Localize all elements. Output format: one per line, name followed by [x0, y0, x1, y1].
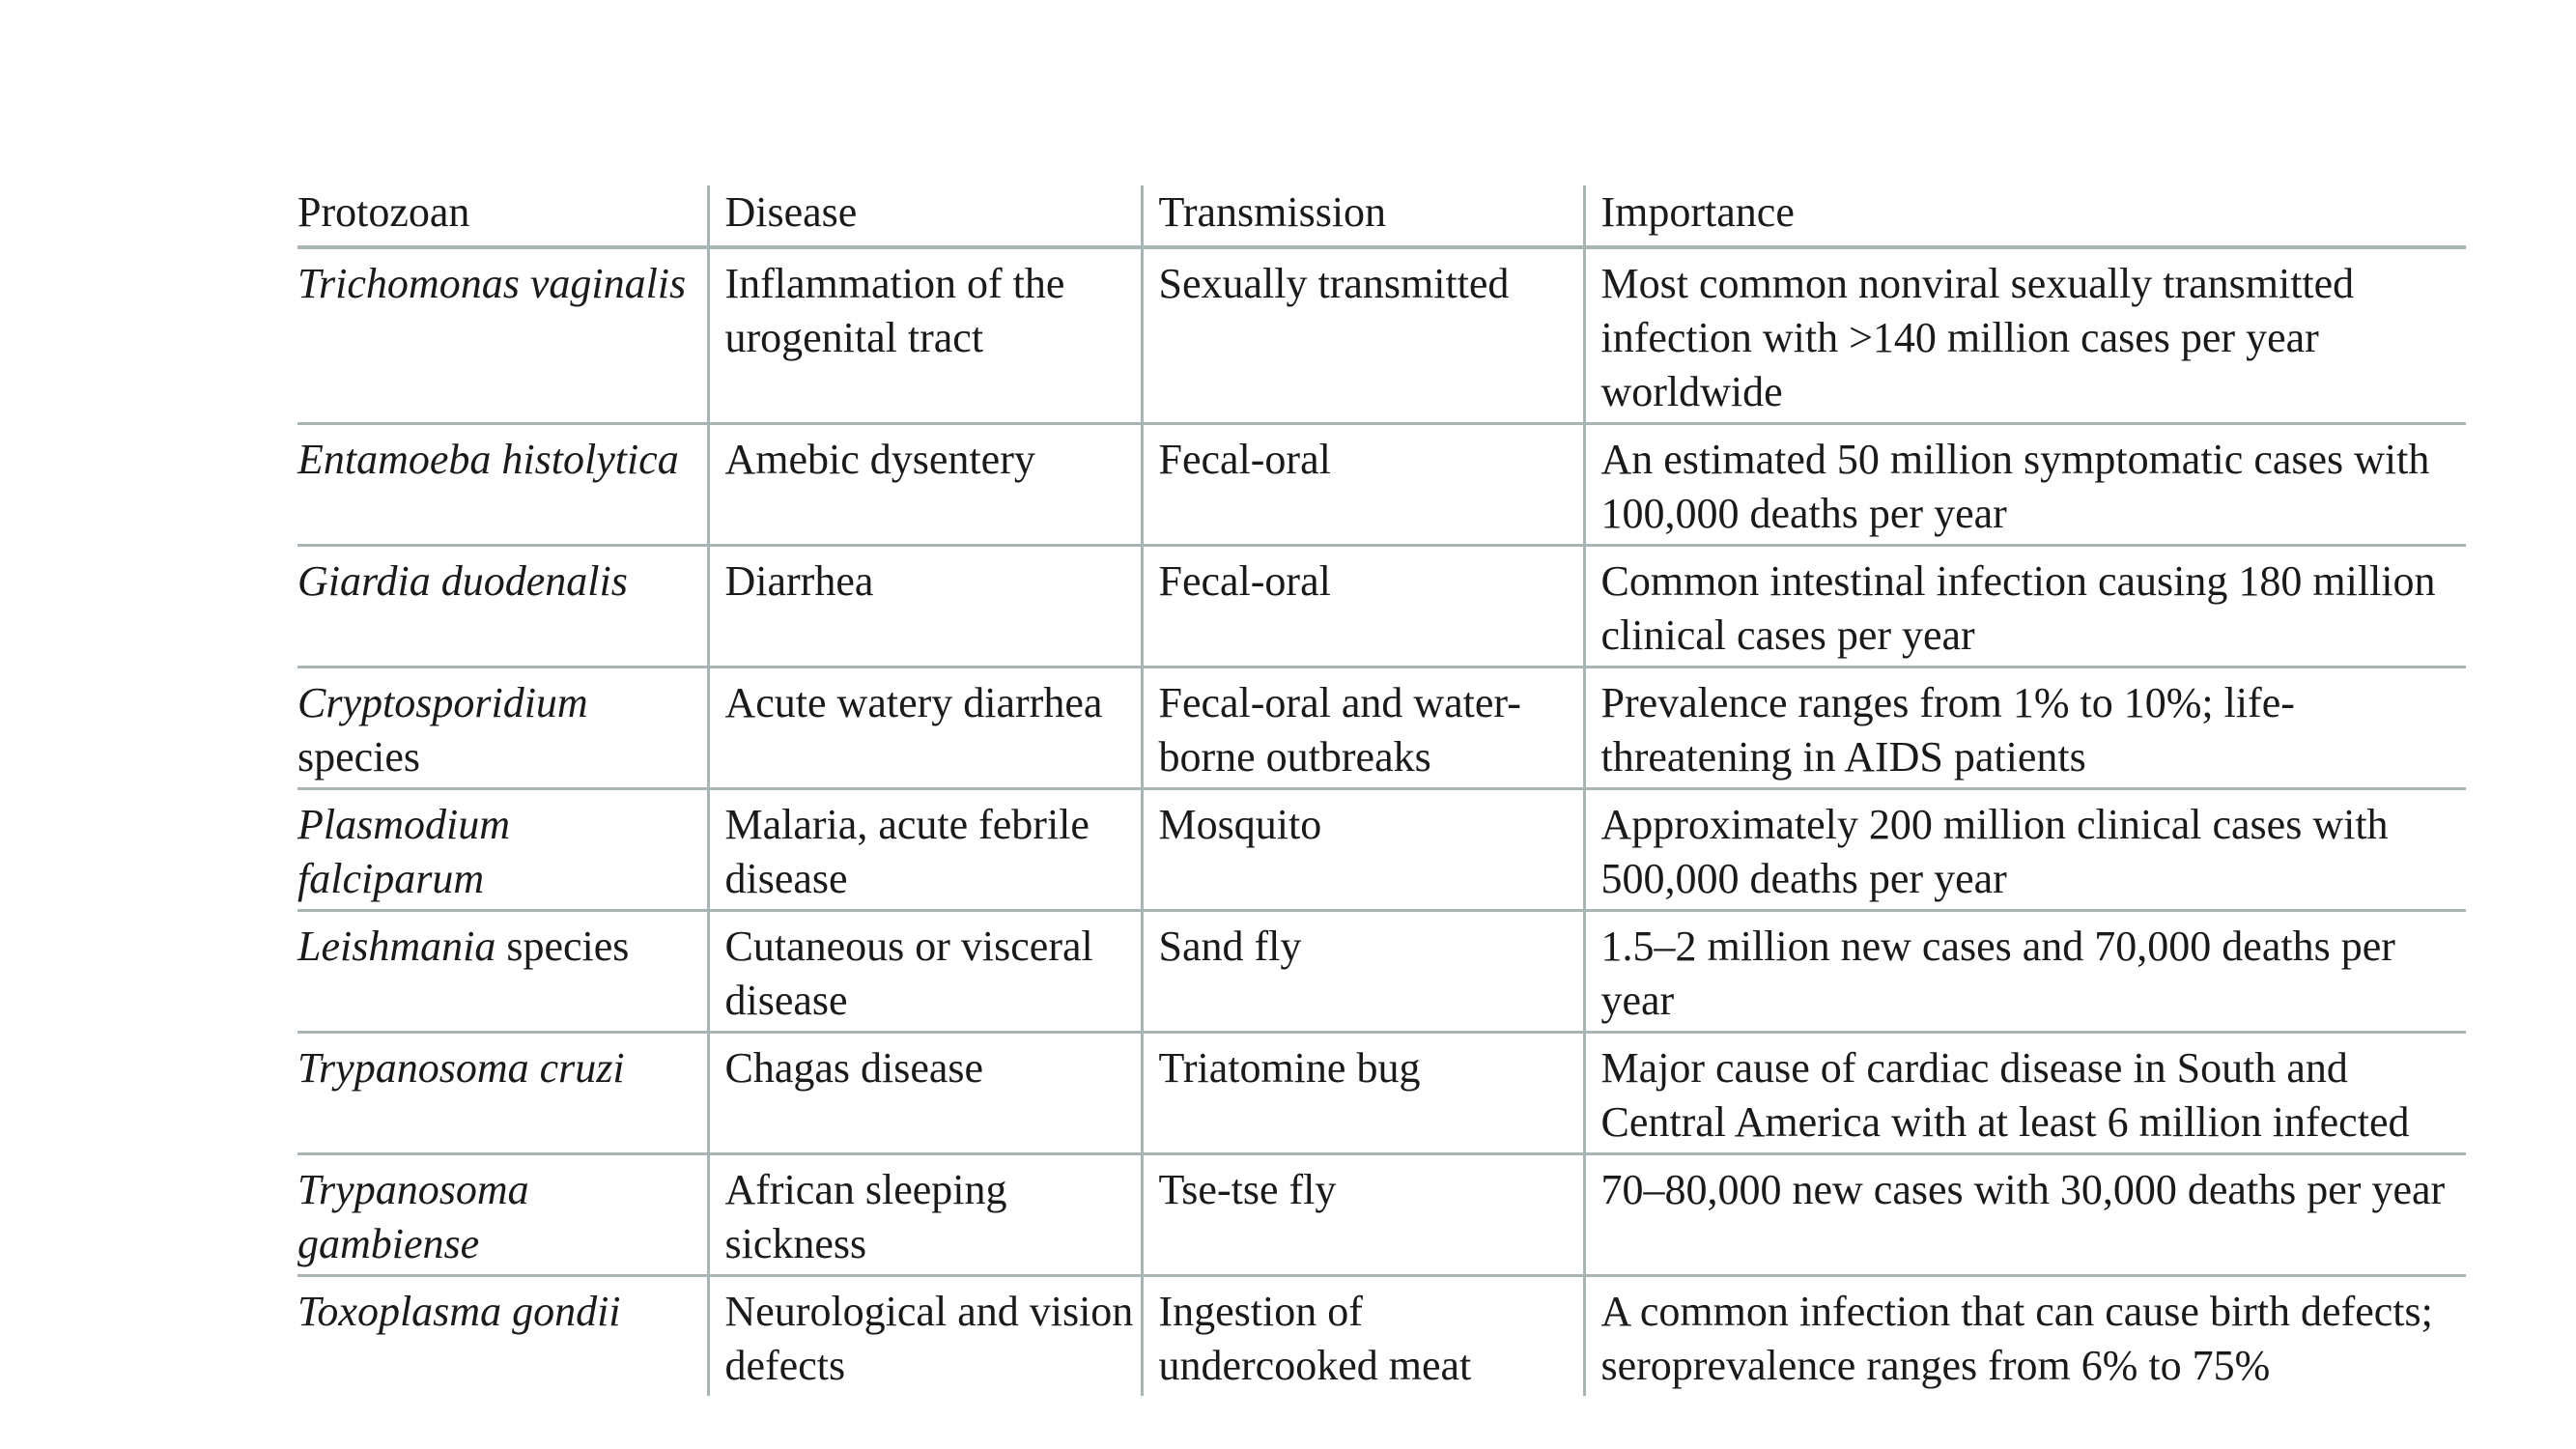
cell-protozoan [297, 1033, 708, 1154]
table-row [297, 911, 2466, 1033]
protozoan-name: Toxoplasma gondii [297, 1288, 621, 1335]
protozoan-name: Trypanosoma cruzi [297, 1044, 625, 1092]
cell-disease: Inflammation of the urogenital tract [708, 247, 1142, 424]
cell-importance: Common intestinal infection causing 180 million clinical cases per year [1584, 546, 2466, 668]
cell-importance: 1.5–2 million new cases and 70,000 deaths per year [1584, 911, 2466, 1033]
table-row [297, 789, 2466, 911]
cell-disease: Chagas disease [708, 1033, 1142, 1154]
protozoa-table [297, 185, 2466, 1396]
cell-protozoan [297, 1154, 708, 1276]
protozoan-suffix: species [506, 923, 630, 970]
protozoa-table-container [297, 185, 2466, 1396]
cell-importance: A common infection that can cause birth defects; seroprevalence ranges from 6% to 75% [1584, 1276, 2466, 1397]
table-row [297, 1033, 2466, 1154]
cell-importance: An estimated 50 million symptomatic cases with 100,000 deaths per year [1584, 424, 2466, 546]
cell-transmission: Tse-tse fly [1142, 1154, 1584, 1276]
header-disease: Disease [708, 185, 1142, 247]
header-transmission: Transmission [1142, 185, 1584, 247]
protozoan-name: Giardia duodenalis [297, 557, 628, 605]
cell-transmission: Triatomine bug [1142, 1033, 1584, 1154]
header-row [297, 185, 2466, 247]
cell-disease: Amebic dysentery [708, 424, 1142, 546]
cell-importance: Most common nonviral sexually transmitted infection with >140 million cases per year worldwide [1584, 247, 2466, 424]
table-header [297, 185, 2466, 247]
table-row [297, 1276, 2466, 1397]
protozoan-suffix: species [297, 733, 421, 781]
protozoan-name: Cryptosporidium [297, 679, 588, 726]
cell-transmission: Ingestion of undercooked meat [1142, 1276, 1584, 1397]
protozoan-name: Trichomonas vaginalis [297, 260, 687, 307]
table-row [297, 668, 2466, 789]
cell-transmission: Mosquito [1142, 789, 1584, 911]
cell-importance: Prevalence ranges from 1% to 10%; life-threatening in AIDS patients [1584, 668, 2466, 789]
table-body [297, 247, 2466, 1396]
cell-disease: Neurological and vision defects [708, 1276, 1142, 1397]
cell-protozoan [297, 789, 708, 911]
cell-disease: African sleeping sickness [708, 1154, 1142, 1276]
table-row [297, 424, 2466, 546]
cell-transmission: Fecal-oral [1142, 546, 1584, 668]
cell-disease: Diarrhea [708, 546, 1142, 668]
cell-transmission: Sexually transmitted [1142, 247, 1584, 424]
cell-transmission: Sand fly [1142, 911, 1584, 1033]
cell-disease: Malaria, acute febrile disease [708, 789, 1142, 911]
protozoan-name: Trypanosoma gambiense [297, 1166, 529, 1267]
cell-protozoan [297, 668, 708, 789]
protozoan-name: Entamoeba histolytica [297, 436, 679, 483]
cell-transmission: Fecal-oral [1142, 424, 1584, 546]
cell-disease: Cutaneous or visceral disease [708, 911, 1142, 1033]
protozoan-name: Leishmania [297, 923, 496, 970]
header-importance: Importance [1584, 185, 2466, 247]
table-row [297, 546, 2466, 668]
cell-protozoan [297, 911, 708, 1033]
header-protozoan: Protozoan [297, 185, 708, 247]
cell-importance: 70–80,000 new cases with 30,000 deaths per year [1584, 1154, 2466, 1276]
cell-importance: Major cause of cardiac disease in South and Central America with at least 6 million infected [1584, 1033, 2466, 1154]
cell-protozoan [297, 424, 708, 546]
cell-importance: Approximately 200 million clinical cases with 500,000 deaths per year [1584, 789, 2466, 911]
cell-protozoan [297, 546, 708, 668]
cell-protozoan [297, 247, 708, 424]
cell-disease: Acute watery diarrhea [708, 668, 1142, 789]
cell-transmission: Fecal-oral and water-borne outbreaks [1142, 668, 1584, 789]
cell-protozoan [297, 1276, 708, 1397]
protozoan-name: Plasmodium falciparum [297, 801, 510, 902]
table-row [297, 247, 2466, 424]
table-row [297, 1154, 2466, 1276]
